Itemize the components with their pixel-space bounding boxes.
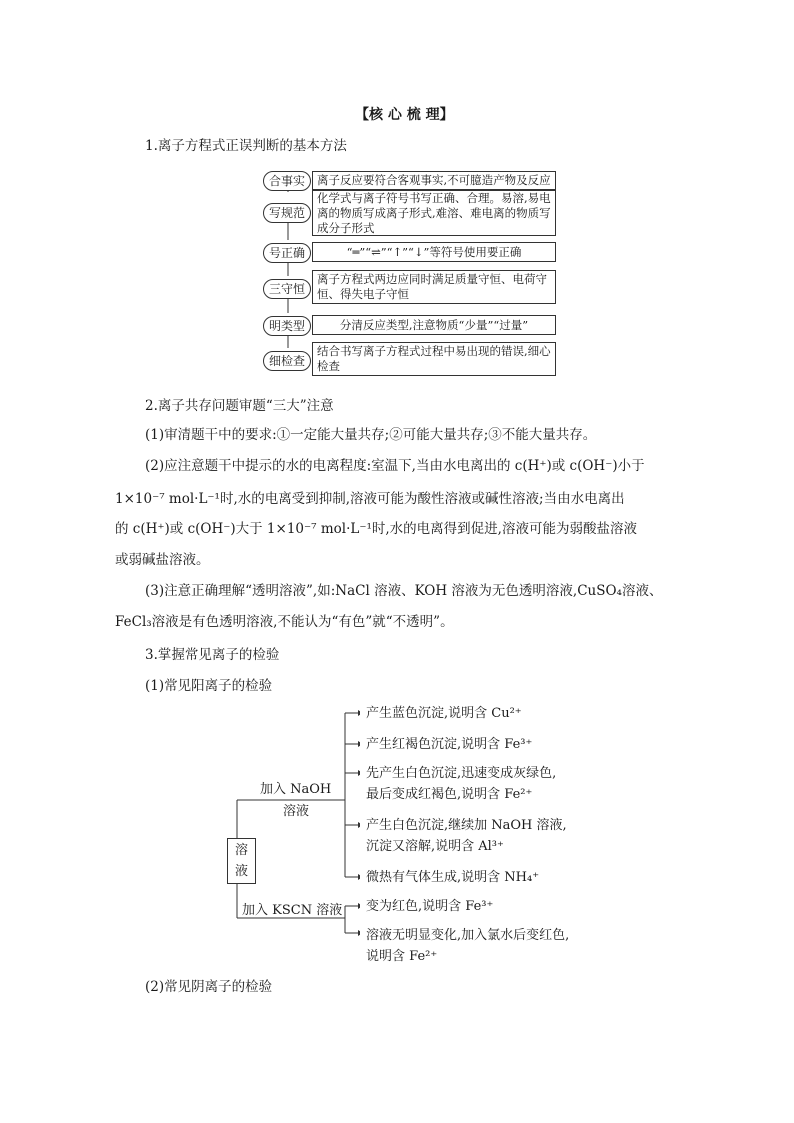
section-2-para-2-line-3: 的 c(H⁺)或 c(OH⁻)大于 1×10⁻⁷ mol·L⁻¹时,水的电离得到促进,溶液可能为弱酸盐溶液 [115,521,637,537]
result-al-line-1: 产生白色沉淀,继续加 NaOH 溶液, [366,818,567,833]
method-desc-4 [312,270,556,304]
page-heading: 【核 心 梳 理】 [355,107,454,123]
section-2-para-1: (1)审清题干中的要求:①一定能大量共存;②可能大量共存;③不能大量共存。 [145,427,597,443]
method-tag-3: 号正确 [263,243,311,263]
result-al-line-2: 沉淀又溶解,说明含 Al³⁺ [366,839,504,854]
method-desc-5 [312,315,556,335]
method-desc-1-text: 离子反应要符合客观事实,不可臆造产物及反应 [317,173,551,187]
section-2-para-2-line-4: 或弱碱盐溶液。 [115,552,210,568]
result-fe3-naoh: 产生红褐色沉淀,说明含 Fe³⁺ [366,737,533,752]
method-desc-4-text: 离子方程式两边应同时满足质量守恒、电荷守恒、得失电子守恒 [317,272,547,301]
result-nh4: 微热有气体生成,说明含 NH₄⁺ [366,870,540,885]
method-tag-2: 写规范 [263,203,311,223]
result-fe2-naoh-line-1: 先产生白色沉淀,迅速变成灰绿色, [366,766,557,781]
method-tag-6: 细检查 [263,351,311,371]
result-fe2-kscn-line-2: 说明含 Fe²⁺ [366,949,438,964]
solution-root-char-2: 液 [234,864,248,879]
section-2-para-2-line-1: (2)应注意题干中提示的水的电离程度:室温下,当由水电离出的 c(H⁺)或 c(OH⁻)小于 [145,458,645,474]
section-2-para-3-line-1: (3)注意正确理解“透明溶液”,如:NaCl 溶液、KOH 溶液为无色透明溶液,CuSO₄溶液、 [145,583,663,599]
result-fe3-kscn: 变为红色,说明含 Fe³⁺ [366,899,494,914]
section-3-sub-1: (1)常见阳离子的检验 [145,678,273,694]
method-desc-2 [312,190,556,236]
method-desc-6-text: 结合书写离子方程式过程中易出现的错误,细心检查 [317,344,551,373]
method-desc-6 [312,342,556,376]
result-fe2-naoh-line-2: 最后变成红褐色,说明含 Fe²⁺ [366,787,533,802]
section-2-para-3-line-2: FeCl₃溶液是有色透明溶液,不能认为“有色”就“不透明”。 [115,614,454,630]
branch-naoh-line-1: 加入 NaOH [260,782,332,797]
method-desc-5-text: 分清反应类型,注意物质“少量”“过量” [339,317,529,332]
cation-tree-lines [220,700,360,970]
method-desc-2-text: 化学式与离子符号书写正确、合理。易溶,易电离的物质写成离子形式,难溶、难电离的物质写成分子形式 [317,190,551,235]
branch-kscn: 加入 KSCN 溶液 [242,903,343,918]
method-tag-1: 合事实 [263,171,311,191]
branch-naoh-line-2: 溶液 [283,804,310,819]
result-cu: 产生蓝色沉淀,说明含 Cu²⁺ [366,706,522,721]
section-3-sub-2: (2)常见阴离子的检验 [145,979,273,995]
solution-root-box [227,838,256,884]
section-2-para-2-line-2: 1×10⁻⁷ mol·L⁻¹时,水的电离受到抑制,溶液可能为酸性溶液或碱性溶液;当由水电离出 [115,491,625,507]
method-tag-5: 明类型 [263,316,311,336]
method-desc-3-text: “═”“⇌”“↑”“↓”等符号使用要正确 [346,244,522,259]
solution-root-char-1: 溶 [234,843,248,858]
method-tag-4: 三守恒 [263,279,311,299]
section-2-title: 2.离子共存问题审题“三大”注意 [145,398,334,414]
result-fe2-kscn-line-1: 溶液无明显变化,加入氯水后变红色, [366,928,570,943]
method-desc-1 [312,171,556,190]
method-desc-3 [312,242,556,262]
section-1-title: 1.离子方程式正误判断的基本方法 [145,138,347,154]
section-3-title: 3.掌握常见离子的检验 [145,647,280,663]
